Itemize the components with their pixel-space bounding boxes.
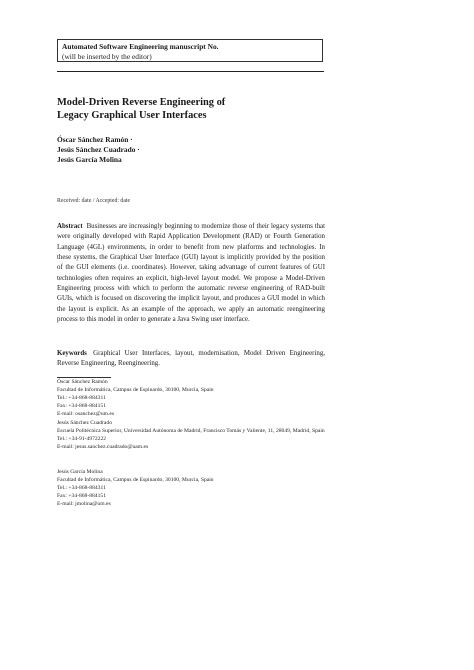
author-1: Óscar Sánchez Ramón · xyxy=(57,135,133,144)
affiliation-3 xyxy=(57,468,327,508)
journal-name: Automated Software Engineering manuscript No. xyxy=(62,42,219,51)
paper-title xyxy=(57,97,357,122)
affiliation-tel: Tel.: +34-868-884311 xyxy=(57,485,106,492)
affiliation-email: E-mail: jesus.sanchez.cuadrado@uam.es xyxy=(57,444,149,451)
abstract-label: Abstract xyxy=(57,223,83,230)
affiliation-name: Jesús Sánchez Cuadrado xyxy=(57,420,112,426)
abstract xyxy=(57,222,325,325)
affiliation-email: E-mail: jmolina@um.es xyxy=(57,501,111,508)
keywords xyxy=(57,349,325,370)
affiliation-email: E-mail: osanchez@um.es xyxy=(57,411,115,418)
affiliation-1 xyxy=(57,378,327,418)
affiliation-2 xyxy=(57,419,327,451)
title-line-1: Model-Driven Reverse Engineering of xyxy=(57,97,226,108)
affiliation-org: Facultad de Informática, Campus de Espinardo, 30100, Murcia, Spain xyxy=(57,387,214,394)
affiliation-name: Óscar Sánchez Ramón xyxy=(57,379,108,385)
affiliation-tel: Tel.: +34-868-884311 xyxy=(57,395,106,402)
journal-note: (will be inserted by the editor) xyxy=(62,51,152,61)
affiliation-org: Escuela Politécnica Superior, Universidad Autónoma de Madrid, Francisco Tomás y Valiente, 11, 28049, Madrid, Spain xyxy=(57,428,325,435)
abstract-text: Businesses are increasingly beginning to modernize those of their legacy systems that were originally developed with Rapid Application Development (RAD) or Fourth Generation Language (4GL) environments, in order to benefit from new platforms and technologies. In these systems, the Graphical User Interface (GUI) layout is implicitly provided by the position of the GUI elements (i.e. coordinates). However, taking advantage of current features of GUI technologies often requires an explicit, high-level layout model. We propose a Model-Driven Engineering process with which to perform the automatic reverse engineering of RAD-built GUIs, which is focused on discovering the implicit layout, and produces a GUI model in which the layout is explicit. As an example of the approach, we apply an automatic reengineering process to this model in order to generate a Java Swing user interface. xyxy=(57,223,325,324)
affiliation-org: Facultad de Informática, Campus de Espinardo, 30100, Murcia, Spain xyxy=(57,477,214,484)
affiliation-fax: Fax: +34-868-884151 xyxy=(57,493,106,500)
journal-info-box xyxy=(57,39,323,62)
header-rule xyxy=(57,71,324,72)
author-3: Jesús García Molina xyxy=(57,155,122,165)
author-list xyxy=(57,135,307,166)
keywords-label: Keywords xyxy=(57,350,87,357)
affiliation-tel: Tel.: +34-91-4972222 xyxy=(57,436,107,443)
author-2: Jesús Sánchez Cuadrado · xyxy=(57,145,140,155)
title-line-2: Legacy Graphical User Interfaces xyxy=(57,109,207,121)
received-date: Received: date / Accepted: date xyxy=(57,198,131,204)
affiliation-name: Jesús García Molina xyxy=(57,469,103,475)
keywords-text: Graphical User Interfaces, layout, modernisation, Model Driven Engineering, Reverse Engineering, Reengineering. xyxy=(57,350,325,368)
affiliation-fax: Fax: +34-868-884151 xyxy=(57,403,106,410)
